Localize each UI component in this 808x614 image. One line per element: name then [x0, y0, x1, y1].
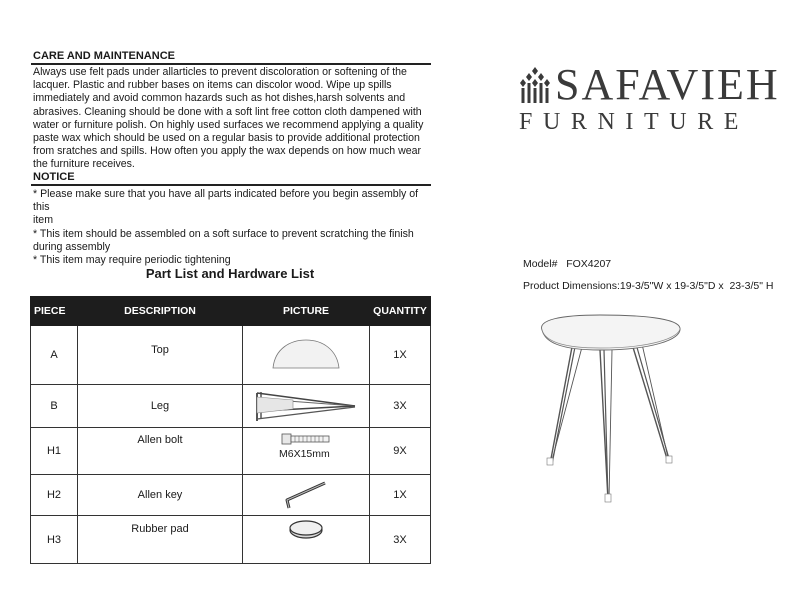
care-rule	[31, 63, 431, 65]
notice-line: * This item should be assembled on a soft surface to prevent scratching the finish	[33, 227, 414, 240]
notice-line: * This item may require periodic tightening	[33, 254, 231, 267]
parts-table	[30, 296, 431, 564]
rubber-pad-icon	[286, 518, 326, 540]
piece-cell: H3	[31, 516, 78, 564]
quantity-cell: 9X	[370, 428, 431, 475]
piece-cell: A	[31, 326, 78, 385]
brand-subtitle: FURNITURE	[519, 109, 750, 135]
picture-cell	[243, 516, 370, 564]
safavieh-emblem-icon	[517, 66, 553, 104]
header-picture: PICTURE	[243, 297, 370, 326]
table-row	[31, 516, 431, 564]
header-description: DESCRIPTION	[78, 297, 243, 326]
picture-cell	[243, 428, 370, 475]
notice-line: during assembly	[33, 240, 111, 253]
side-table-illustration	[530, 312, 690, 507]
care-heading: CARE AND MAINTENANCE	[33, 50, 175, 62]
notice-line: item	[33, 214, 54, 227]
care-text	[33, 66, 433, 172]
care-line: the furniture receives.	[33, 158, 135, 171]
piece-cell: B	[31, 385, 78, 428]
parts-list-title: Part List and Hardware List	[145, 266, 315, 281]
care-line: immediately and avoid common hazards such as hot dishes,harsh solvents and	[33, 92, 406, 105]
description-cell: Leg	[78, 385, 243, 428]
notice-text	[33, 188, 433, 267]
product-dimensions: Product Dimensions:19-3/5"W x 19-3/5"D x 23-3/5" H	[523, 280, 774, 292]
bolt-size-caption: M6X15mm	[279, 448, 330, 460]
care-line: Always use felt pads under allarticles to prevent discoloration or softening of the	[33, 66, 407, 78]
parts-table-header	[31, 297, 431, 326]
picture-cell	[243, 326, 370, 385]
brand-name: SAFAVIEH	[555, 60, 780, 109]
piece-cell: H2	[31, 475, 78, 516]
description-cell: Allen bolt	[78, 428, 243, 475]
description-cell: Rubber pad	[78, 516, 243, 564]
care-line: lacquer. Plastic and rubber bases on items can discolor wood. Wipe up spills	[33, 79, 392, 92]
care-line: paste wax which should be used on a regular basis to provide additional protection	[33, 132, 420, 145]
notice-heading: NOTICE	[33, 171, 75, 183]
notice-line: * Please make sure that you have all parts indicated before you begin assembly of this	[33, 188, 419, 214]
piece-cell: H1	[31, 428, 78, 475]
care-line: from sratches and spills. How often you apply the wax depends on how much wear	[33, 145, 422, 158]
description-cell: Allen key	[78, 475, 243, 516]
bolt-icon	[281, 433, 331, 445]
table-row	[31, 475, 431, 516]
leg-icon	[253, 389, 359, 423]
picture-cell	[243, 475, 370, 516]
care-line: abrasives. Cleaning should be done with a soft lint free cotton cloth dampened with	[33, 105, 422, 118]
table-row	[31, 326, 431, 385]
header-quantity: QUANTITY	[370, 297, 431, 326]
table-row	[31, 385, 431, 428]
allen-key-icon	[281, 480, 331, 510]
quantity-cell: 1X	[370, 326, 431, 385]
quantity-cell: 3X	[370, 385, 431, 428]
notice-rule	[31, 184, 431, 186]
picture-cell	[243, 385, 370, 428]
quantity-cell: 1X	[370, 475, 431, 516]
tabletop-icon	[271, 338, 341, 372]
care-line: water or furniture polish. On highly used surfaces we recommend applying a quality	[33, 118, 424, 131]
table-row	[31, 428, 431, 475]
description-cell: Top	[78, 326, 243, 385]
model-number: Model# FOX4207	[523, 258, 612, 270]
header-piece: PIECE	[31, 297, 78, 326]
quantity-cell: 3X	[370, 516, 431, 564]
